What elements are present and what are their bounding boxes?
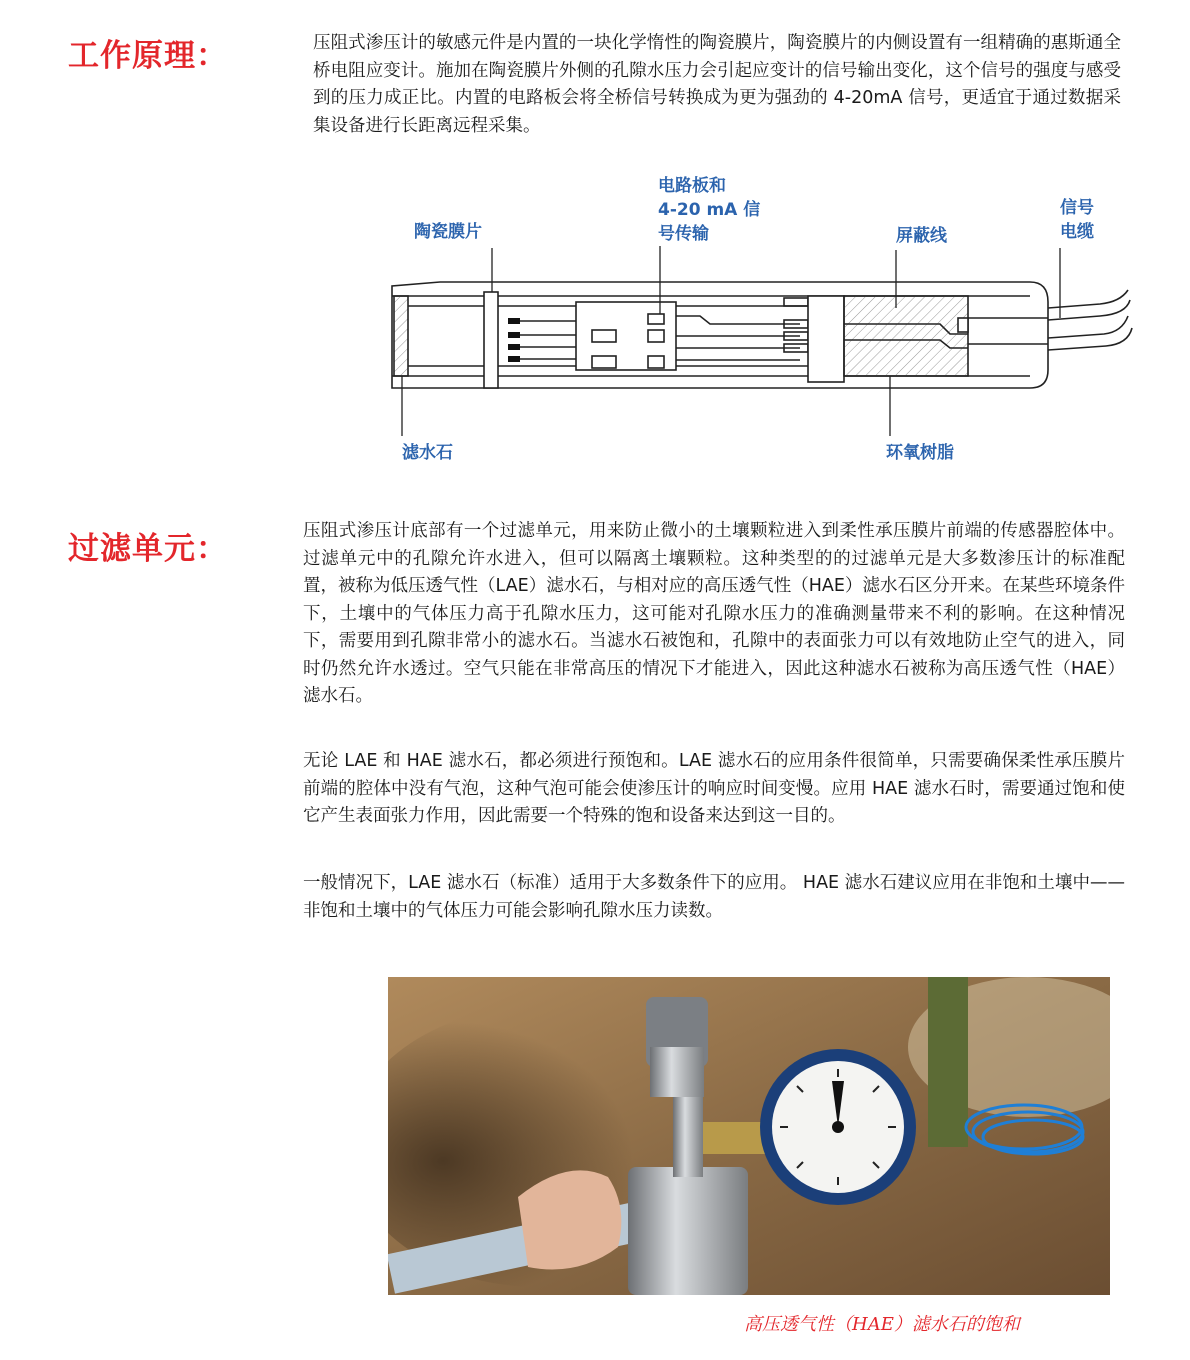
- label-filter-stone: 滤水石: [402, 443, 453, 463]
- photo-caption: 高压透气性（HAE）滤水石的饱和: [744, 1314, 1020, 1335]
- field-photo-hae-saturation: [388, 977, 1110, 1295]
- section-heading-filter-unit: 过滤单元：: [68, 531, 228, 567]
- piezometer-cross-section-diagram: [380, 168, 1140, 473]
- label-ceramic-diaphragm: 陶瓷膜片: [414, 222, 482, 242]
- filter-paragraph-1: 压阻式渗压计底部有一个过滤单元，用来防止微小的土壤颗粒进入到柔性承压膜片前端的传感器腔体中。过滤单元中的孔隙允许水进入，但可以隔离土壤颗粒。这种类型的的过滤单元是大多数渗压计的标准配置，被称为低压透气性（LAE）滤水石，与相对应的高压透气性（HAE）滤水石区分开来。在某些环境条件下，土壤中的气体压力高于孔隙水压力，这可能对孔隙水压力的准确测量带来不利的影响。在这种情况下，需要用到孔隙非常小的滤水石。当滤水石被饱和，孔隙中的表面张力可以有效地防止空气的进入，同时仍然允许水透过。空气只能在非常高压的情况下才能进入，因此这种滤水石被称为高压透气性（HAE）滤水石。: [303, 521, 1125, 706]
- working-principle-paragraph: 压阻式渗压计的敏感元件是内置的一块化学惰性的陶瓷膜片，陶瓷膜片的内侧设置有一组精确的惠斯通全桥电阻应变计。施加在陶瓷膜片外侧的孔隙水压力会引起应变计的信号输出变化，这个信号的强度与感受到的压力成正比。内置的电路板会将全桥信号转换成为更为强劲的 4-20mA 信号，更适宜于通过数据采集设备进行长距离远程采集。: [313, 33, 1121, 136]
- label-epoxy-resin: 环氧树脂: [886, 443, 954, 463]
- filter-paragraph-3: 一般情况下，LAE 滤水石（标准）适用于大多数条件下的应用。 HAE 滤水石建议应用在非饱和土壤中——非饱和土壤中的气体压力可能会影响孔隙水压力读数。: [303, 873, 1125, 921]
- label-signal-cable: 信号 电缆: [1060, 198, 1094, 242]
- label-shield-wire: 屏蔽线: [896, 226, 947, 246]
- photo-illustration: [388, 977, 1110, 1295]
- section-heading-working-principle: 工作原理：: [68, 38, 228, 74]
- filter-paragraph-2: 无论 LAE 和 HAE 滤水石，都必须进行预饱和。LAE 滤水石的应用条件很简单，只需要确保柔性承压膜片前端的腔体中没有气泡，这种气泡可能会使渗压计的响应时间变慢。应用 HAE 滤水石时，需要通过饱和使它产生表面张力作用，因此需要一个特殊的饱和设备来达到这一目的。: [303, 751, 1125, 826]
- label-circuit-board: 电路板和 4-20 mA 信 号传输: [658, 176, 761, 244]
